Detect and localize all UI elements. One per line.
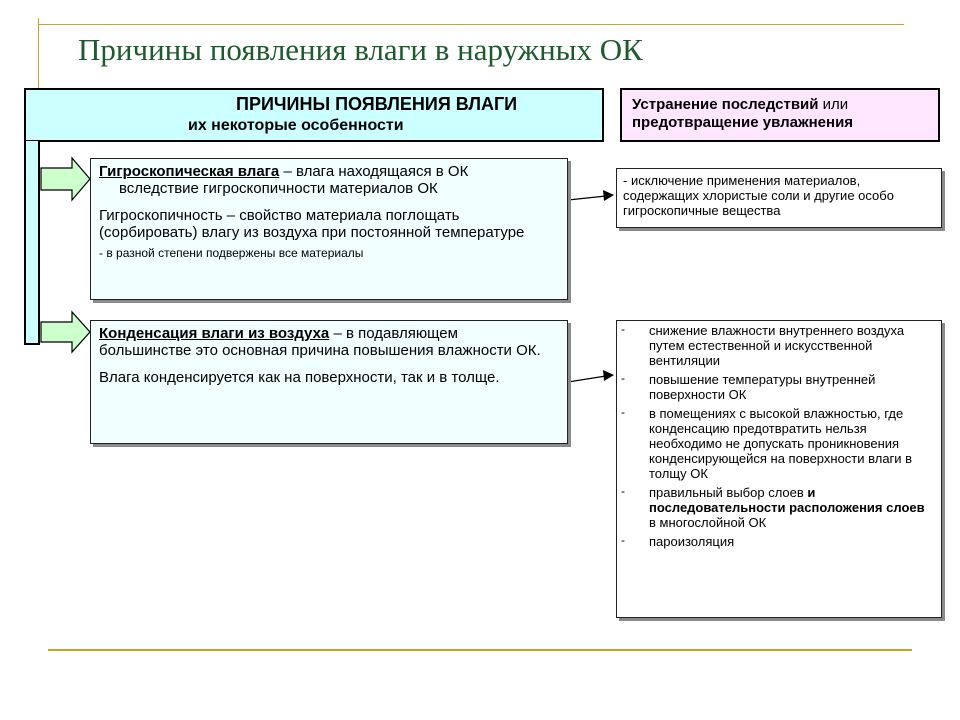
arrowhead-2 <box>603 370 614 381</box>
causes-header-title: ПРИЧИНЫ ПОЯВЛЕНИЯ ВЛАГИ <box>236 94 518 114</box>
arrowhead-1 <box>603 190 614 201</box>
bullet-dash: - <box>621 371 625 385</box>
remedy-item <box>621 406 935 481</box>
arrow-condensation-to-remedy <box>568 376 606 382</box>
remedies-header-normal: или <box>818 96 849 113</box>
bullet-dash: - <box>621 405 625 419</box>
remedy-item-temperature: повышение температуры внутренней поверхности ОК <box>649 372 876 402</box>
bullet-dash: - <box>621 322 625 336</box>
remedy-item-high-humidity: в помещениях с высокой влажностью, где конденсацию предотвратить нельзя необходимо не допускать проникновения конденсирующейся на поверхности влаги в толщу ОК <box>649 406 913 481</box>
hygroscopic-note: - в разной степени подвержены все материалы <box>99 246 364 260</box>
arrow-hygroscopic-to-remedy <box>568 196 606 200</box>
hygroscopic-term: Гигроскопическая влага <box>99 163 280 180</box>
arrow-to-hygroscopic <box>41 158 90 200</box>
decor-bottom-rule <box>48 649 912 651</box>
condensation-location-text: Влага конденсируется как на поверхности, так и в толще. <box>99 369 500 386</box>
remedy-item-vapor-barrier: пароизоляция <box>649 534 735 549</box>
remedy-item <box>621 323 935 368</box>
condensation-term: Конденсация влаги из воздуха <box>99 325 330 342</box>
condensation-box <box>90 320 568 444</box>
remedy-item <box>621 534 935 549</box>
remedies-header-line2: предотвращение увлажнения <box>632 114 854 131</box>
remedy-item-ventilation: снижение влажности внутреннего воздуха путем естественной и искусственной вентиляции <box>649 323 905 368</box>
remedy-item-layers-a: правильный выбор слоев <box>649 485 808 500</box>
bullet-dash: - <box>621 533 625 547</box>
slide-title: Причины появления влаги в наружных ОК <box>78 32 643 67</box>
condensation-definition-cont: большинстве это основная причина повышения влажности ОК. <box>99 342 541 359</box>
remedies-header-bold: Устранение последствий <box>632 96 819 113</box>
remedy-item-layers <box>649 485 935 530</box>
hygroscopicity-definition: Гигроскопичность – свойство материала поглощать (сорбировать) влагу из воздуха при постоянной температуре <box>99 207 525 241</box>
bullet-dash: - <box>621 484 625 498</box>
hygroscopic-definition: – влага находящаяся в ОК <box>279 163 469 180</box>
remedy-item-layers-c: в многослойной ОК <box>649 515 767 530</box>
remedy-item <box>621 485 935 530</box>
remedy-condensation-box <box>616 320 942 618</box>
hygroscopic-definition-line2: вследствие гигроскопичности материалов ОК <box>119 180 438 197</box>
remedy-hygroscopic-box <box>616 168 942 228</box>
condensation-definition: – в подавляющем <box>329 325 458 342</box>
causes-header-subtitle: их некоторые особенности <box>188 117 404 134</box>
hygroscopic-moisture-box <box>90 158 568 300</box>
remedy-item-layers-b: и последовательности расположения слоев <box>649 485 925 515</box>
remedy-hygroscopic-text: - исключение применения материалов, содержащих хлористые соли и другие особо гигроскопичные вещества <box>623 173 894 218</box>
remedy-item <box>621 372 935 402</box>
arrow-to-condensation <box>41 312 90 352</box>
